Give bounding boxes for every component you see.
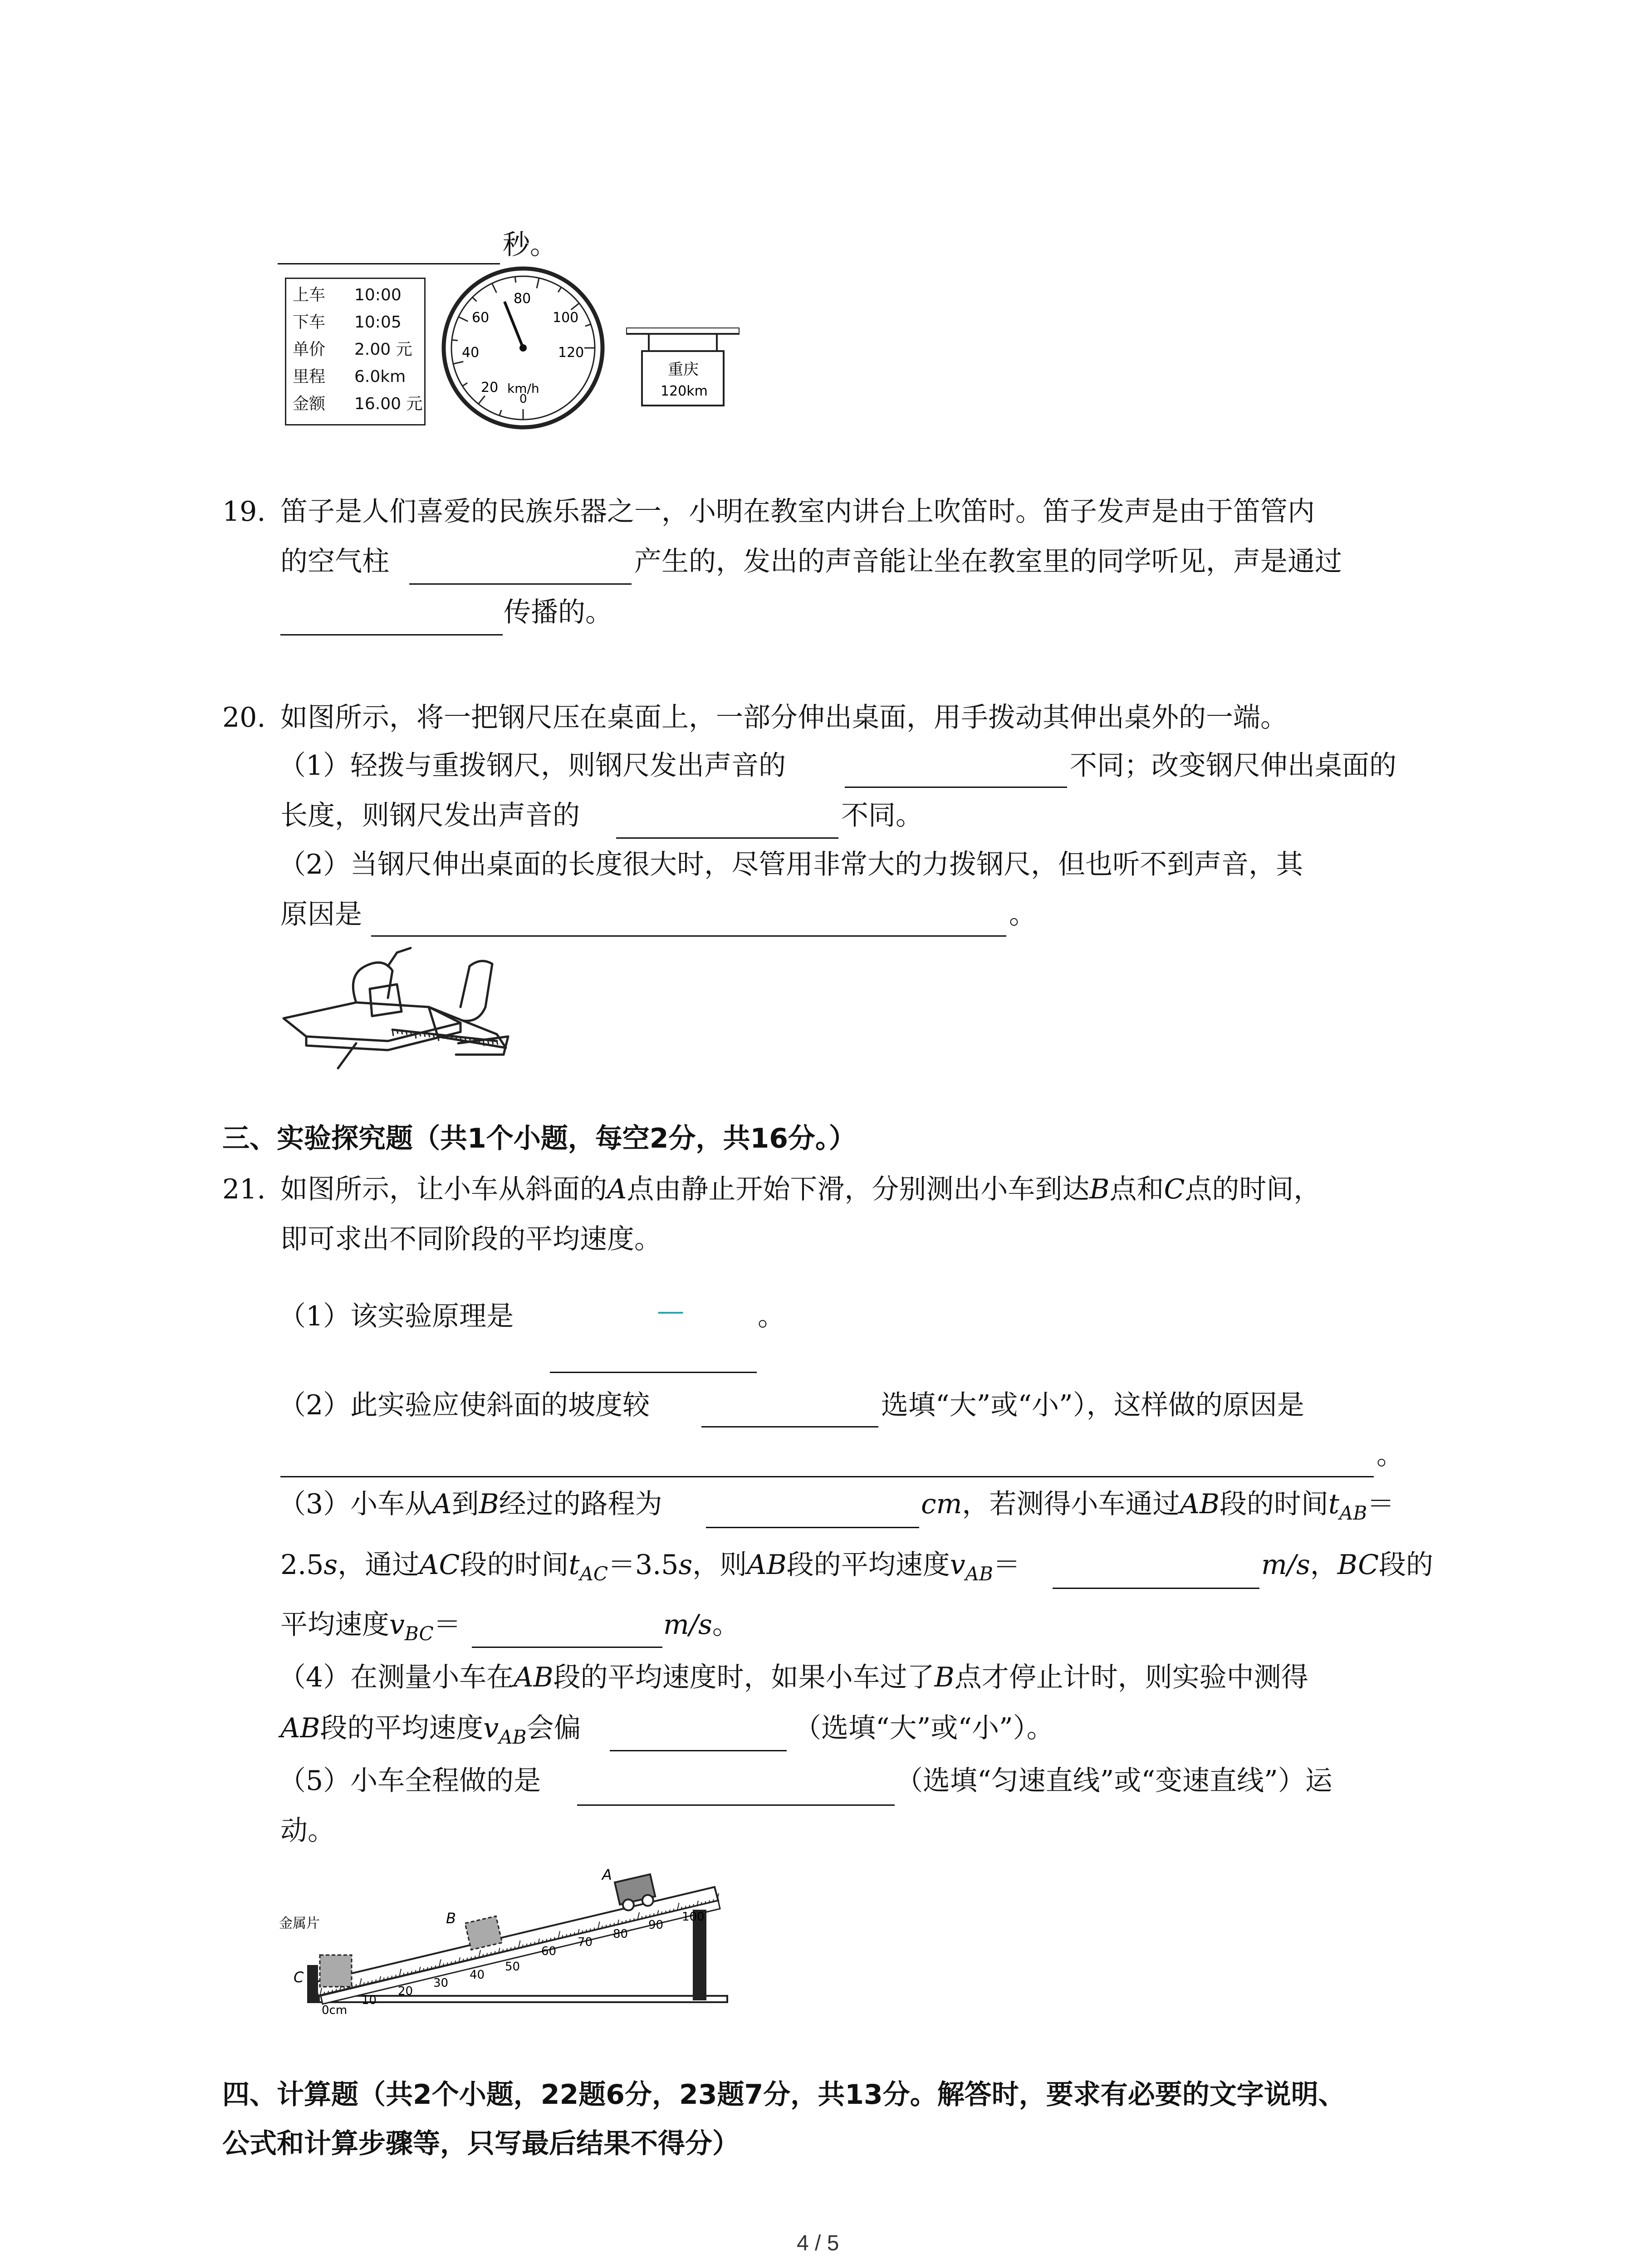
receipt-row: 下车 10:05 — [293, 313, 402, 332]
tick-label: 40 — [462, 345, 480, 361]
ruler-sketch-tick — [479, 1039, 480, 1043]
label-B: B — [446, 1910, 456, 1927]
q21-s4-line2: AB段的平均速度$v_{AB}$会偏 — [280, 1712, 581, 1748]
answer-blank[interactable] — [616, 837, 838, 839]
speed-tick — [472, 297, 476, 301]
receipt-row: 金额 16.00 元 — [293, 395, 423, 413]
sign-distance: 120km — [661, 383, 708, 399]
ruler-sketch-tick — [397, 1030, 398, 1034]
page-number: 4 / 5 — [797, 2231, 839, 2255]
ruler-sketch-tick — [415, 1032, 416, 1039]
ruler-sketch-tick — [447, 1036, 448, 1039]
ruler-sketch-tick — [460, 1037, 461, 1044]
ruler-sketch-tick — [406, 1031, 407, 1035]
q20-line1: 如图所示，将一把钢尺压在桌面上，一部分伸出桌面，用手拨动其伸出桌外的一端。 — [280, 702, 1288, 733]
answer-blank[interactable] — [472, 1647, 662, 1648]
q21-intro2: 即可求出不同阶段的平均速度。 — [280, 1223, 661, 1255]
q21-s1a: （1）该实验原理是 — [279, 1300, 514, 1332]
ruler-sketch-tick — [429, 1034, 430, 1037]
q21-s2c: 。 — [1376, 1439, 1404, 1471]
ruler-label: 50 — [505, 1960, 520, 1974]
q21-s3-line3b: m/s。 — [663, 1609, 740, 1641]
q20-p1d: 不同。 — [841, 800, 923, 831]
q21-number: 21. — [222, 1173, 266, 1205]
tick-label: 60 — [472, 310, 490, 326]
speed-tick — [558, 287, 561, 292]
ruler-sketch-tick — [438, 1035, 439, 1041]
answer-blank[interactable] — [371, 935, 1006, 937]
q19-number: 19. — [222, 496, 266, 528]
receipt-row: 里程 6.0km — [293, 367, 406, 386]
q20-number: 20. — [222, 702, 266, 733]
q20-p1a: （1）轻拨与重拨钢尺，则钢尺发出声音的 — [279, 750, 786, 782]
label-0cm: 0cm — [322, 2004, 348, 2017]
speed-tick — [453, 362, 463, 364]
q19-line3b: 传播的。 — [504, 596, 612, 628]
section4-line2: 公式和计算步骤等，只写最后结果不得分） — [222, 2128, 740, 2160]
sec-suffix: 秒。 — [503, 229, 557, 261]
q19-line2a: 的空气柱 — [280, 546, 389, 577]
ruler-sketch-tick — [420, 1033, 421, 1036]
ruler-sketch-tick — [451, 1036, 452, 1040]
taxi-receipt — [285, 278, 426, 425]
needle — [505, 302, 523, 348]
q20-p2c: 。 — [1009, 899, 1036, 930]
label-A: A — [602, 1866, 612, 1883]
speed-tick — [571, 303, 579, 309]
ruler-sketch-tick — [424, 1033, 425, 1037]
ruler-sketch-tick — [442, 1035, 443, 1039]
sign-city: 重庆 — [668, 361, 699, 379]
ruler-label: 90 — [648, 1918, 664, 1932]
q21-s5b: （选填“匀速直线”或“变速直线”）运 — [896, 1765, 1332, 1797]
fraction-bar: — — [657, 1295, 684, 1327]
ruler-sketch-tick — [474, 1039, 475, 1042]
ruler-sketch-tick — [483, 1040, 484, 1046]
speedometer — [439, 264, 607, 432]
tick-label: 80 — [514, 291, 531, 307]
q21-s3-line2: 2.5s，通过AC段的时间$t_{AC}=3.5s$，则AB段的平均速度$v_{AB}=$ — [280, 1549, 1020, 1585]
road-sign — [626, 327, 740, 418]
q21-s1b: 。 — [758, 1300, 785, 1332]
speed-tick — [478, 396, 485, 404]
answer-blank[interactable] — [610, 1750, 787, 1751]
speed-tick — [500, 410, 501, 415]
label-metal-plate: 金属片 — [279, 1916, 320, 1931]
ruler-label: 30 — [433, 1976, 449, 1990]
receipt-row: 单价 2.00 元 — [293, 340, 412, 359]
answer-blank[interactable] — [845, 787, 1067, 788]
ruler-label: 60 — [541, 1945, 557, 1958]
section4-line1: 四、计算题（共2个小题，22题6分，23题7分，共13分。解答时，要求有必要的文字说明、 — [222, 2079, 1346, 2111]
answer-blank[interactable] — [706, 1527, 919, 1528]
q21-s2a: （2）此实验应使斜面的坡度较 — [279, 1389, 650, 1421]
q21-s3-line1b: cm，若测得小车通过AB段的时间$t_{AB}=$ — [921, 1488, 1395, 1524]
label-C: C — [294, 1969, 304, 1986]
answer-blank[interactable] — [701, 1426, 878, 1427]
ruler-sketch-tick — [497, 1041, 498, 1045]
q19-line1: 笛子是人们喜爱的民族乐器之一，小明在教室内讲台上吹笛时。笛子发声是由于笛管内 — [280, 496, 1315, 528]
answer-blank[interactable] — [409, 583, 632, 585]
ruler-sketch-tick — [433, 1034, 434, 1038]
speed-tick — [585, 324, 591, 326]
speed-tick — [459, 317, 468, 321]
speed-tick — [537, 278, 539, 288]
ruler-sketch-tick — [488, 1040, 489, 1044]
answer-blank[interactable] — [1053, 1588, 1259, 1589]
ruler-sketch-tick — [492, 1041, 493, 1044]
receipt-row: 上车 10:00 — [293, 286, 402, 304]
speed-tick — [462, 383, 467, 386]
answer-blank[interactable] — [550, 1372, 757, 1373]
q21-intro1: 如图所示，让小车从斜面的A点由静止开始下滑，分别测出小车到达B点和C点的时间， — [280, 1173, 1321, 1205]
q20-p2a: （2）当钢尺伸出桌面的长度很大时，尽管用非常大的力拨钢尺，但也听不到声音，其 — [279, 849, 1303, 880]
q21-s5a: （5）小车全程做的是 — [279, 1765, 541, 1797]
q20-p2b: 原因是 — [280, 899, 362, 930]
incline-figure — [279, 1860, 733, 2032]
q20-p1c: 长度，则钢尺发出声音的 — [280, 800, 580, 831]
ruler-label: 70 — [578, 1936, 593, 1949]
ruler-sketch-tick — [456, 1036, 457, 1040]
answer-blank[interactable] — [280, 634, 503, 635]
unit-label: km/h — [507, 381, 539, 396]
q19-line2b: 产生的，发出的声音能让坐在教室里的同学听见，声是通过 — [634, 546, 1342, 577]
speed-tick — [492, 284, 496, 293]
section3-title: 三、实验探究题（共1个小题，每空2分，共16分。） — [222, 1123, 856, 1154]
tick-label: 0 — [519, 392, 527, 406]
q21-s3-line1: （3）小车从A到B经过的路程为 — [279, 1488, 662, 1520]
q21-s3-line3: 平均速度$v_{BC}=$ — [280, 1609, 461, 1645]
q21-s2b: 选填“大”或“小”），这样做的原因是 — [881, 1389, 1304, 1421]
q20-p1b: 不同；改变钢尺伸出桌面的 — [1070, 750, 1396, 782]
ruler-label: 40 — [470, 1968, 485, 1982]
q21-s5c: 动。 — [280, 1815, 335, 1847]
ruler-sketch-tick — [392, 1030, 393, 1036]
tick-label: 120 — [558, 345, 584, 361]
tick-label: 20 — [481, 380, 499, 396]
q21-s4-line1: （4）在测量小车在AB段的平均速度时，如果小车过了B点才停止计时，则实验中测得 — [279, 1662, 1308, 1693]
answer-blank[interactable] — [577, 1804, 895, 1806]
q21-s3-line2b: m/s，BC段的 — [1261, 1549, 1434, 1581]
answer-blank[interactable] — [280, 1476, 1374, 1477]
ruler-label: 20 — [398, 1984, 413, 1998]
tick-label: 100 — [553, 310, 579, 326]
q21-s4f: （选填“大”或“小”）。 — [794, 1712, 1054, 1744]
ruler-pluck-figure — [279, 939, 515, 1070]
ruler-label: 10 — [362, 1994, 377, 2007]
ruler-sketch-tick — [465, 1038, 466, 1041]
ruler-label: 100 — [682, 1910, 705, 1924]
ruler-label: 80 — [613, 1927, 628, 1941]
